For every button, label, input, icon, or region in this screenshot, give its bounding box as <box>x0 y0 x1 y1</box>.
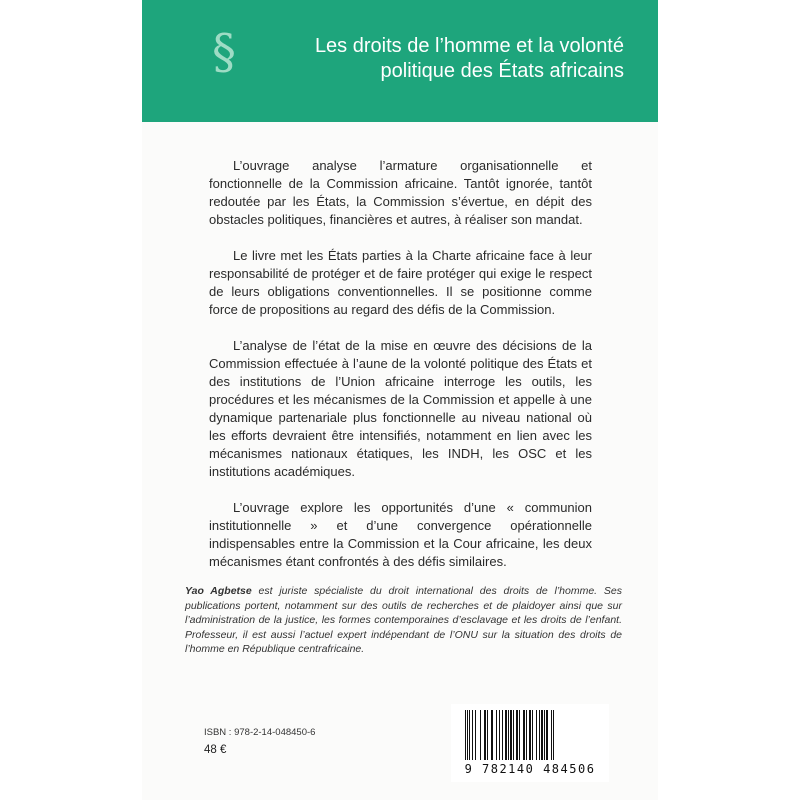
barcode-bar <box>523 710 525 760</box>
price: 48 € <box>204 744 227 756</box>
section-sign-icon: § <box>212 24 236 80</box>
barcode-bar <box>519 710 520 760</box>
barcode-bar <box>508 710 509 760</box>
barcode-bar <box>510 710 512 760</box>
barcode-bar <box>467 710 468 760</box>
barcode-bar <box>469 710 470 760</box>
barcode-bar <box>502 710 503 760</box>
title-line-2: politique des États africains <box>380 60 624 82</box>
blurb-paragraph: L’ouvrage analyse l’armature organisationnelle et fonctionnelle de la Commission africaine. Tantôt ignorée, tantôt redoutée par les États, la Commission s’évertue, en dépit des obstacles politiques, financières et autres, à réaliser son mandat. <box>209 158 592 227</box>
author-bio <box>185 584 622 657</box>
barcode-bar <box>487 710 488 760</box>
barcode-bar <box>491 710 493 760</box>
barcode-bars <box>451 704 609 764</box>
barcode-bar <box>472 710 473 760</box>
barcode-bar <box>553 710 554 760</box>
barcode <box>451 704 609 782</box>
barcode-bar <box>480 710 481 760</box>
blurb-paragraph: Le livre met les États parties à la Charte africaine face à leur responsabilité de protéger et de faire protéger qui exige le respect de leurs obligations conventionnelles. Il se positionne comme force de propositions au regard des défis de la Commission. <box>209 248 592 317</box>
author-bio-text: est juriste spécialiste du droit international des droits de l’homme. Ses publications portent, notamment sur des outils de recherches et de plaidoyer ainsi que sur l’administration de la justice, les formes contemporaines d’esclavage et les droits de l’enfant. Professeur, il est aussi l’actuel expert indépendant de l’ONU sur la situation des droits de l’homme en République centrafricaine. <box>185 585 622 655</box>
barcode-bar <box>499 710 500 760</box>
title-line-1: Les droits de l’homme et la volonté <box>314 35 624 57</box>
barcode-bar <box>536 710 537 760</box>
barcode-bar <box>475 710 476 760</box>
barcode-bar <box>484 710 486 760</box>
barcode-bar <box>551 710 552 760</box>
barcode-bar <box>541 710 543 760</box>
blurb <box>209 157 592 589</box>
barcode-bar <box>546 710 548 760</box>
barcode-bar <box>529 710 531 760</box>
barcode-bar <box>526 710 527 760</box>
blurb-paragraph: L’analyse de l’état de la mise en œuvre des décisions de la Commission effectuée à l’aune de la volonté politique des États et des institutions de l’Union africaine interroge les outils, les procédures et les mécanismes de la Commission et appelle à une dynamique partenariale plus fonctionnelle au niveau national où les efforts devraient être intensifiés, notamment en lien avec les mécanismes nationaux étatiques, les INDH, les OSC et les institutions académiques. <box>209 338 592 479</box>
barcode-bar <box>505 710 507 760</box>
barcode-bar <box>544 710 545 760</box>
barcode-bar <box>496 710 497 760</box>
book-back-cover <box>142 0 658 800</box>
book-title <box>264 34 624 84</box>
barcode-bar <box>516 710 518 760</box>
barcode-bar <box>465 710 466 760</box>
blurb-paragraph: L’ouvrage explore les opportunités d’une « communion institutionnelle » et d’une convergence opérationnelle indispensables entre la Commission et la Cour africaine, les deux mécanismes étant confrontés à des défis similaires. <box>209 500 592 569</box>
author-name: Yao Agbetse <box>185 585 252 597</box>
barcode-bar <box>513 710 514 760</box>
barcode-digits: 9 782140 484506 <box>464 762 596 776</box>
barcode-bar <box>539 710 540 760</box>
isbn: ISBN : 978-2-14-048450-6 <box>204 727 316 738</box>
barcode-bar <box>532 710 533 760</box>
title-banner <box>142 0 658 122</box>
